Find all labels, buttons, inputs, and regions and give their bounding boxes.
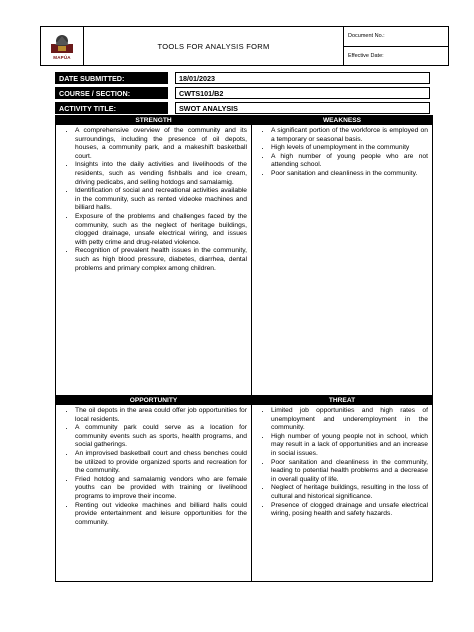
threat-column <box>252 396 432 581</box>
strength-column <box>56 116 252 395</box>
opportunity-item: • Renting out videoke machines and billiard halls could provide entertainment and leisure opportunities for the community. <box>75 502 247 528</box>
strength-item: • Identification of social and recreational activities available in the community, such as rented videoke machines and billiard halls. <box>75 187 247 213</box>
date-submitted-label: DATE SUBMITTED: <box>55 72 168 84</box>
weakness-column <box>252 116 432 395</box>
weakness-item: • Poor sanitation and cleanliness in the community. <box>271 170 428 179</box>
activity-title-row <box>55 102 430 114</box>
threat-heading: THREAT <box>252 396 432 405</box>
course-section-label: COURSE / SECTION: <box>55 87 168 99</box>
opportunity-column <box>56 396 252 581</box>
strength-item: • Insights into the daily activities and livelihoods of the residents, such as vending fishballs and ice cream, driving pedicabs, and selling hotdogs and samalamig. <box>75 161 247 187</box>
strength-item: • A comprehensive overview of the community and its surroundings, including the presence of oil depots, houses, a community park, and a makeshift basketball court. <box>75 127 247 161</box>
logo <box>41 27 84 65</box>
effective-date-label: Effective Date: <box>348 52 384 59</box>
threat-list <box>252 405 432 519</box>
course-section-row <box>55 87 430 99</box>
weakness-list <box>252 125 432 179</box>
opportunity-item: • A community park could serve as a location for community events such as sports, health programs, and social gatherings. <box>75 424 247 450</box>
weakness-heading: WEAKNESS <box>252 116 432 125</box>
swot-top-section <box>55 115 433 396</box>
threat-item: • Presence of clogged drainage and unsafe electrical wiring, posing health and safety hazards. <box>271 502 428 519</box>
threat-item: • Neglect of heritage buildings, resulting in the loss of cultural and historical significance. <box>271 484 428 501</box>
weakness-item: • High levels of unemployment in the community <box>271 144 428 153</box>
document-info <box>344 27 448 65</box>
threat-item: • Poor sanitation and cleanliness in the community, leading to potential health problems and a decrease in overall quality of life. <box>271 459 428 485</box>
opportunity-list <box>56 405 251 527</box>
document-no-label: Document No.: <box>344 27 448 47</box>
date-submitted-value[interactable]: 18/01/2023 <box>175 72 430 84</box>
threat-item: • Limited job opportunities and high rates of unemployment and underemployment in the community. <box>271 407 428 433</box>
logo-text: MAPÚA <box>53 55 71 60</box>
form-title: TOOLS FOR ANALYSIS FORM <box>84 27 344 65</box>
strength-item: • Exposure of the problems and challenges faced by the community, such as the neglect of heritage buildings, clogged drainage, unsafe electrical wiring, and issues with petty crime and drug-related violence. <box>75 213 247 247</box>
opportunity-heading: OPPORTUNITY <box>56 396 251 405</box>
weakness-item: • A significant portion of the workforce is employed on a temporary or seasonal basis. <box>271 127 428 144</box>
activity-title-label: ACTIVITY TITLE: <box>55 102 168 114</box>
opportunity-item: • Fried hotdog and samalamig vendors who are female youths can be provided with training or livelihood programs to improve their income. <box>75 476 247 502</box>
opportunity-item: • An improvised basketball court and chess benches could be utilized to provide organized sports and recreation for the community. <box>75 450 247 476</box>
date-submitted-row <box>55 72 430 84</box>
course-section-value[interactable]: CWTS101/B2 <box>175 87 430 99</box>
strength-heading: STRENGTH <box>56 116 251 125</box>
opportunity-item: • The oil depots in the area could offer job opportunities for local residents. <box>75 407 247 424</box>
swot-bottom-section <box>55 396 433 582</box>
threat-item: • High number of young people not in school, which may result in a lack of opportunities and an increase in social issues. <box>271 433 428 459</box>
strength-list <box>56 125 251 273</box>
weakness-item: • A high number of young people who are not attending school. <box>271 153 428 170</box>
seal-icon <box>49 32 75 54</box>
form-header <box>40 26 449 66</box>
activity-title-value[interactable]: SWOT ANALYSIS <box>175 102 430 114</box>
strength-item: • Recognition of prevalent health issues in the community, such as high blood pressure, diabetes, diarrhea, dental problems and primary complex among children. <box>75 247 247 273</box>
